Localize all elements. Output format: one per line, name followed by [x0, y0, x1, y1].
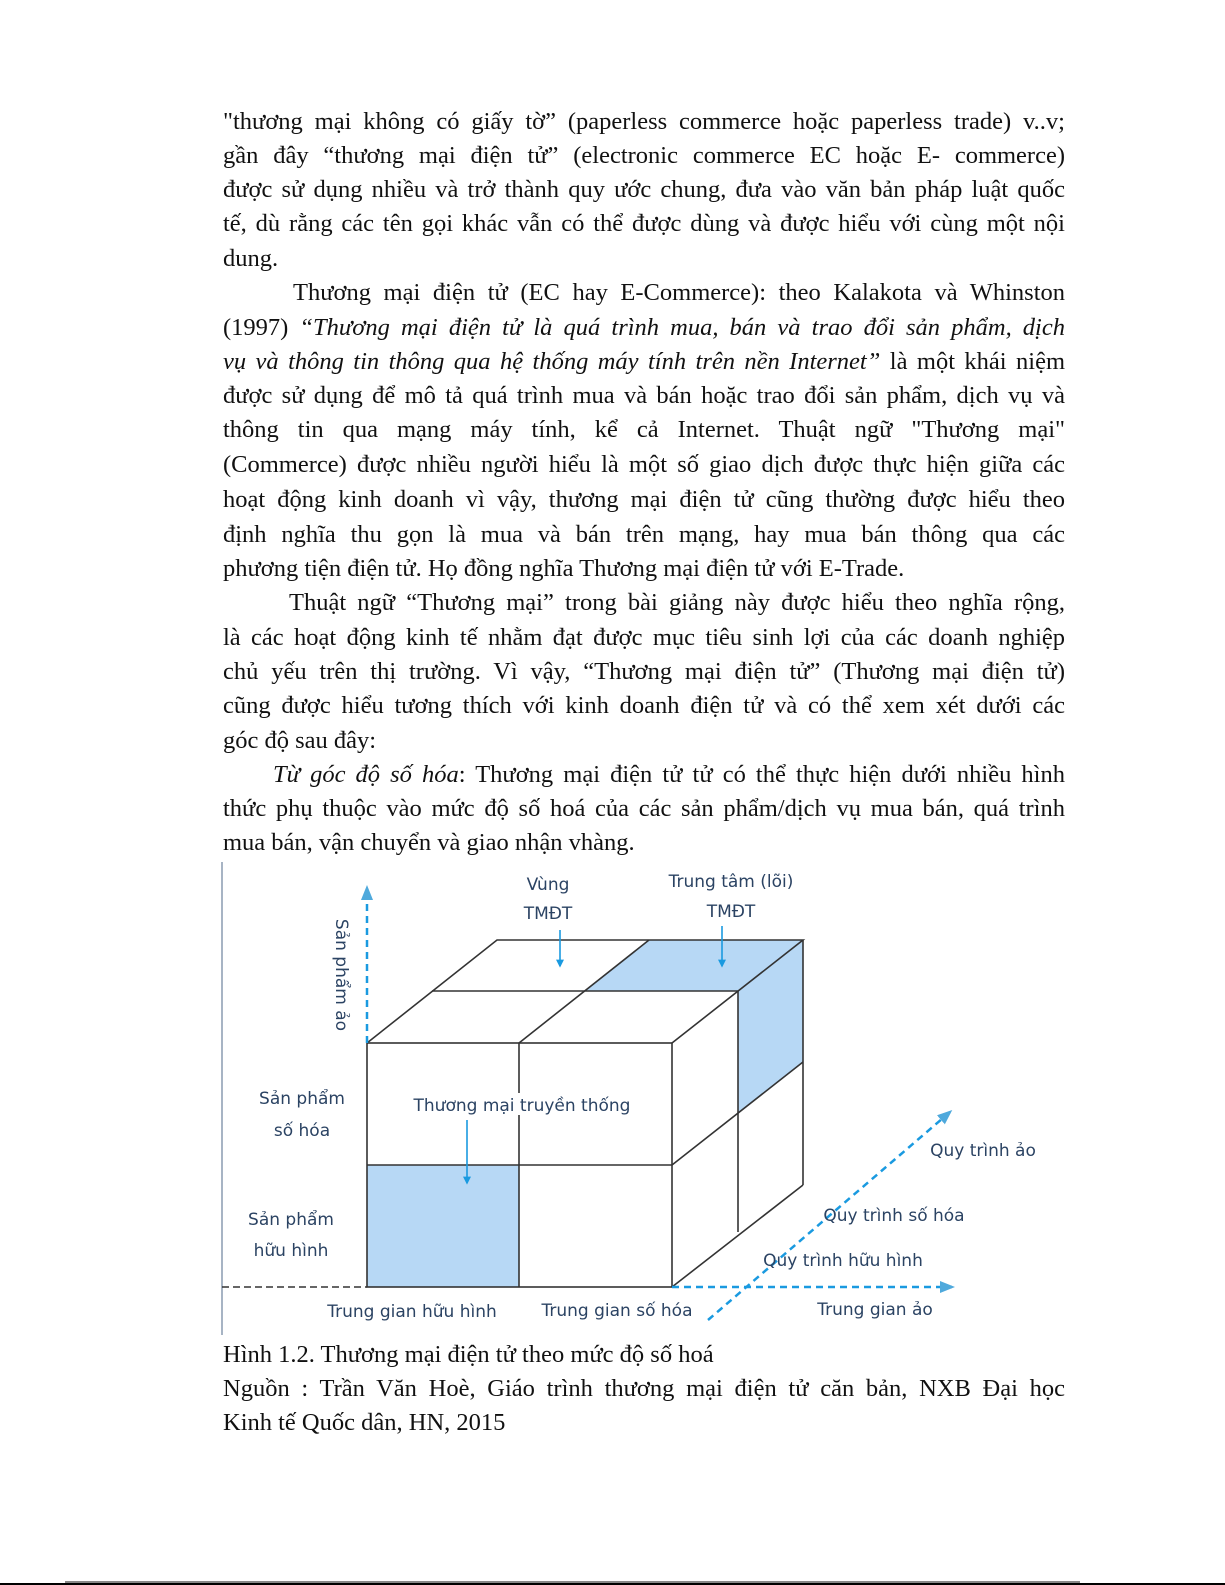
text-run: góc độ sau đây: — [223, 727, 377, 754]
text-run: tế, dù rằng các tên gọi khác vẫn có thể được dùng và được hiểu với cùng một nội — [223, 210, 1065, 237]
text-run: được sử dụng để mô tả quá trình mua và bán hoặc trao đổi sản phẩm, dịch vụ và — [223, 382, 1065, 409]
text-run: là một khái niệm — [880, 348, 1066, 375]
label-core-tmdt: TMĐT — [706, 902, 756, 922]
text-run: : Thương mại điện tử tử có thể thực hiện dưới nhiều hình — [458, 761, 1065, 788]
figure-source-cont: Kinh tế Quốc dân, HN, 2015 — [223, 1409, 506, 1436]
label-vung: Vùng — [526, 875, 570, 895]
text-run: (Commerce) được nhiều người hiểu là một số giao dịch được thực hiện giữa các — [223, 451, 1065, 478]
text-run: (1997) — [223, 314, 300, 341]
traditional-front-face — [367, 1165, 519, 1287]
label-physical-product-1: Sản phẩm — [248, 1210, 334, 1230]
label-digital-process: Quy trình số hóa — [823, 1206, 965, 1226]
italic-text: Từ góc độ số hóa — [273, 761, 459, 788]
label-virtual-agent: Trung gian ảo — [817, 1300, 933, 1320]
label-digital-product-2: số hóa — [273, 1121, 331, 1141]
text-run: thông tin qua mạng máy tính, kể cả Internet. Thuật ngữ "Thương mại" — [223, 416, 1065, 443]
italic-text: “Thương mại điện tử là quá trình mua, bán và trao đổi sản phẩm, dịch — [299, 314, 1065, 341]
label-traditional-commerce: Thương mại truyền thống — [413, 1096, 631, 1116]
text-run: "thương mại không có giấy tờ” (paperless commerce hoặc paperless trade) v..v; — [223, 108, 1065, 135]
label-core: Trung tâm (lõi) — [668, 872, 794, 892]
text-run: hoạt động kinh doanh vì vậy, thương mại điện tử cũng thường được hiểu theo — [223, 486, 1065, 513]
text-run: thức phụ thuộc vào mức độ số hoá của các sản phẩm/dịch vụ mua bán, quá trình — [223, 795, 1065, 822]
label-physical-process: Quy trình hữu hình — [763, 1251, 923, 1271]
italic-text: vụ và thông tin thông qua hệ thống máy tính trên nền Internet” — [223, 348, 881, 375]
text-run: mua bán, vận chuyển và giao nhận vhàng. — [223, 829, 635, 856]
text-run: là các hoạt động kinh tế nhằm đạt được mục tiêu sinh lợi của các doanh nghiệp — [223, 624, 1065, 651]
text-run: cũng được hiểu tương thích với kinh doanh điện tử và có thể xem xét dưới các — [223, 692, 1065, 719]
text-run: dung. — [223, 245, 279, 272]
text-run: Thương mại điện tử (EC hay E-Commerce): theo Kalakota và Whinston — [293, 279, 1065, 306]
label-vung-tmdt: TMĐT — [523, 904, 573, 924]
label-virtual-product: Sản phẩm ảo — [331, 918, 351, 1032]
figure-caption: Hình 1.2. Thương mại điện tử theo mức độ số hoá — [223, 1341, 714, 1368]
label-digital-agent: Trung gian số hóa — [541, 1301, 693, 1321]
label-virtual-process: Quy trình ảo — [930, 1141, 1036, 1161]
label-physical-product-2: hữu hình — [253, 1241, 329, 1261]
figure-source: Nguồn : Trần Văn Hoè, Giáo trình thương mại điện tử căn bản, NXB Đại học — [223, 1375, 1065, 1402]
text-run: được sử dụng nhiều và trở thành quy ước chung, đưa vào văn bản pháp luật quốc — [223, 176, 1065, 203]
text-run: gần đây “thương mại điện tử” (electronic commerce EC hoặc E- commerce) — [223, 142, 1065, 169]
text-run: Thuật ngữ “Thương mại” trong bài giảng này được hiểu theo nghĩa rộng, — [289, 589, 1065, 616]
text-run: phương tiện điện tử. Họ đồng nghĩa Thương mại điện tử với E-Trade. — [223, 555, 905, 582]
label-digital-product-1: Sản phẩm — [259, 1089, 345, 1109]
text-run: định nghĩa thu gọn là mua và bán trên mạng, hay mua bán thông qua các — [223, 521, 1065, 548]
label-physical-agent: Trung gian hữu hình — [327, 1302, 497, 1322]
text-run: chủ yếu trên thị trường. Vì vậy, “Thương mại điện tử” (Thương mại điện tử) — [223, 658, 1065, 685]
